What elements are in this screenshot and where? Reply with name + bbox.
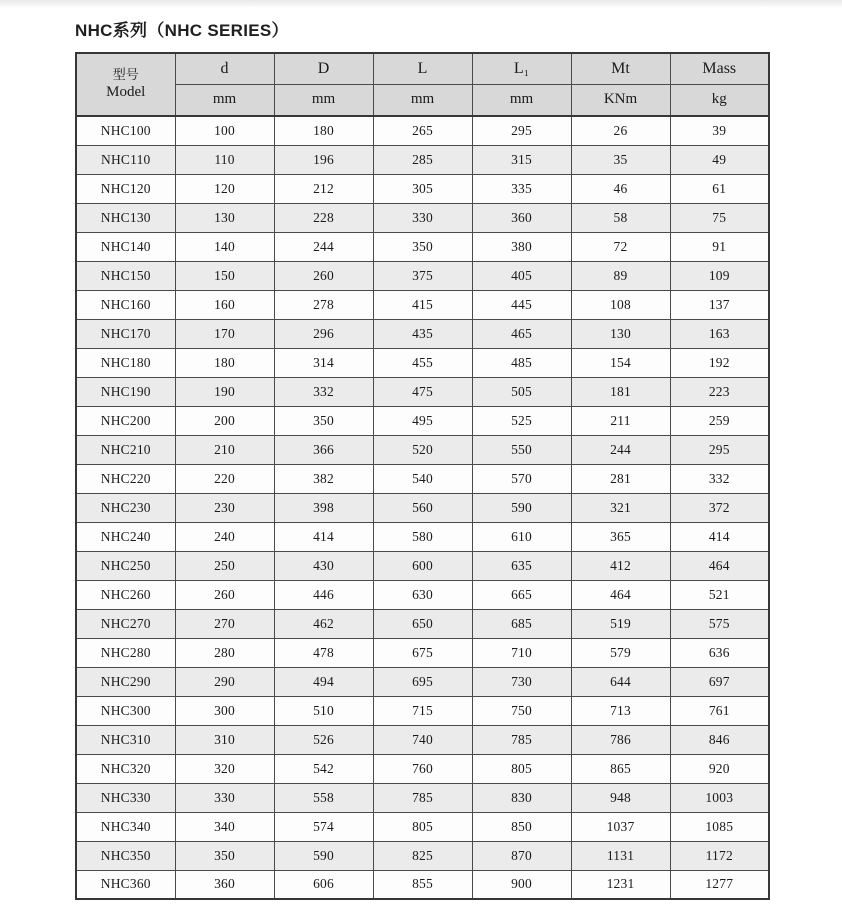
value-cell: 278 bbox=[274, 290, 373, 319]
value-cell: 295 bbox=[472, 116, 571, 145]
table-row bbox=[76, 174, 769, 203]
value-cell: 713 bbox=[571, 696, 670, 725]
catalog-page bbox=[0, 7, 842, 900]
table-row bbox=[76, 406, 769, 435]
value-cell: 72 bbox=[571, 232, 670, 261]
header-unit-Mass: kg bbox=[670, 84, 769, 116]
value-cell: 320 bbox=[175, 754, 274, 783]
value-cell: 300 bbox=[175, 696, 274, 725]
value-cell: 360 bbox=[472, 203, 571, 232]
value-cell: 805 bbox=[472, 754, 571, 783]
value-cell: 478 bbox=[274, 638, 373, 667]
value-cell: 870 bbox=[472, 841, 571, 870]
value-cell: 332 bbox=[274, 377, 373, 406]
model-cell: NHC200 bbox=[76, 406, 175, 435]
value-cell: 196 bbox=[274, 145, 373, 174]
value-cell: 160 bbox=[175, 290, 274, 319]
value-cell: 570 bbox=[472, 464, 571, 493]
value-cell: 330 bbox=[175, 783, 274, 812]
value-cell: 579 bbox=[571, 638, 670, 667]
header-col-L: L bbox=[373, 53, 472, 84]
value-cell: 414 bbox=[274, 522, 373, 551]
value-cell: 430 bbox=[274, 551, 373, 580]
model-cell: NHC170 bbox=[76, 319, 175, 348]
model-cell: NHC210 bbox=[76, 435, 175, 464]
value-cell: 635 bbox=[472, 551, 571, 580]
value-cell: 865 bbox=[571, 754, 670, 783]
value-cell: 550 bbox=[472, 435, 571, 464]
value-cell: 398 bbox=[274, 493, 373, 522]
value-cell: 475 bbox=[373, 377, 472, 406]
value-cell: 212 bbox=[274, 174, 373, 203]
value-cell: 163 bbox=[670, 319, 769, 348]
value-cell: 846 bbox=[670, 725, 769, 754]
value-cell: 244 bbox=[571, 435, 670, 464]
value-cell: 350 bbox=[274, 406, 373, 435]
header-unit-L: mm bbox=[373, 84, 472, 116]
value-cell: 180 bbox=[175, 348, 274, 377]
value-cell: 636 bbox=[670, 638, 769, 667]
table-row bbox=[76, 377, 769, 406]
value-cell: 75 bbox=[670, 203, 769, 232]
value-cell: 415 bbox=[373, 290, 472, 319]
value-cell: 49 bbox=[670, 145, 769, 174]
spec-table-header bbox=[76, 53, 769, 116]
value-cell: 830 bbox=[472, 783, 571, 812]
value-cell: 805 bbox=[373, 812, 472, 841]
model-cell: NHC250 bbox=[76, 551, 175, 580]
value-cell: 35 bbox=[571, 145, 670, 174]
value-cell: 259 bbox=[670, 406, 769, 435]
value-cell: 109 bbox=[670, 261, 769, 290]
value-cell: 192 bbox=[670, 348, 769, 377]
value-cell: 314 bbox=[274, 348, 373, 377]
value-cell: 190 bbox=[175, 377, 274, 406]
value-cell: 91 bbox=[670, 232, 769, 261]
value-cell: 1172 bbox=[670, 841, 769, 870]
value-cell: 665 bbox=[472, 580, 571, 609]
header-model-label-cn: 型号 bbox=[112, 67, 139, 82]
value-cell: 414 bbox=[670, 522, 769, 551]
value-cell: 786 bbox=[571, 725, 670, 754]
table-row bbox=[76, 580, 769, 609]
value-cell: 445 bbox=[472, 290, 571, 319]
value-cell: 89 bbox=[571, 261, 670, 290]
model-cell: NHC180 bbox=[76, 348, 175, 377]
value-cell: 228 bbox=[274, 203, 373, 232]
value-cell: 412 bbox=[571, 551, 670, 580]
value-cell: 1131 bbox=[571, 841, 670, 870]
model-cell: NHC300 bbox=[76, 696, 175, 725]
value-cell: 150 bbox=[175, 261, 274, 290]
value-cell: 900 bbox=[472, 870, 571, 899]
value-cell: 240 bbox=[175, 522, 274, 551]
value-cell: 1085 bbox=[670, 812, 769, 841]
nhc-spec-table bbox=[75, 52, 770, 900]
value-cell: 366 bbox=[274, 435, 373, 464]
header-unit-D: mm bbox=[274, 84, 373, 116]
value-cell: 435 bbox=[373, 319, 472, 348]
value-cell: 695 bbox=[373, 667, 472, 696]
value-cell: 120 bbox=[175, 174, 274, 203]
value-cell: 510 bbox=[274, 696, 373, 725]
model-cell: NHC330 bbox=[76, 783, 175, 812]
value-cell: 210 bbox=[175, 435, 274, 464]
value-cell: 1231 bbox=[571, 870, 670, 899]
value-cell: 61 bbox=[670, 174, 769, 203]
value-cell: 920 bbox=[670, 754, 769, 783]
value-cell: 250 bbox=[175, 551, 274, 580]
value-cell: 39 bbox=[670, 116, 769, 145]
model-cell: NHC160 bbox=[76, 290, 175, 319]
value-cell: 494 bbox=[274, 667, 373, 696]
value-cell: 137 bbox=[670, 290, 769, 319]
table-row bbox=[76, 696, 769, 725]
value-cell: 464 bbox=[571, 580, 670, 609]
model-cell: NHC150 bbox=[76, 261, 175, 290]
header-col-Mass: Mass bbox=[670, 53, 769, 84]
table-row bbox=[76, 348, 769, 377]
value-cell: 560 bbox=[373, 493, 472, 522]
value-cell: 464 bbox=[670, 551, 769, 580]
value-cell: 130 bbox=[571, 319, 670, 348]
value-cell: 211 bbox=[571, 406, 670, 435]
value-cell: 181 bbox=[571, 377, 670, 406]
value-cell: 850 bbox=[472, 812, 571, 841]
table-row bbox=[76, 870, 769, 899]
table-row bbox=[76, 203, 769, 232]
value-cell: 270 bbox=[175, 609, 274, 638]
table-row bbox=[76, 841, 769, 870]
value-cell: 650 bbox=[373, 609, 472, 638]
header-unit-d: mm bbox=[175, 84, 274, 116]
model-cell: NHC230 bbox=[76, 493, 175, 522]
value-cell: 495 bbox=[373, 406, 472, 435]
value-cell: 154 bbox=[571, 348, 670, 377]
model-cell: NHC130 bbox=[76, 203, 175, 232]
header-col-D: D bbox=[274, 53, 373, 84]
value-cell: 110 bbox=[175, 145, 274, 174]
value-cell: 340 bbox=[175, 812, 274, 841]
value-cell: 372 bbox=[670, 493, 769, 522]
value-cell: 526 bbox=[274, 725, 373, 754]
value-cell: 455 bbox=[373, 348, 472, 377]
table-row bbox=[76, 812, 769, 841]
value-cell: 446 bbox=[274, 580, 373, 609]
page-top-edge bbox=[0, 0, 842, 7]
model-cell: NHC110 bbox=[76, 145, 175, 174]
header-model-label-en: Model bbox=[106, 84, 146, 101]
value-cell: 574 bbox=[274, 812, 373, 841]
value-cell: 244 bbox=[274, 232, 373, 261]
value-cell: 285 bbox=[373, 145, 472, 174]
value-cell: 675 bbox=[373, 638, 472, 667]
value-cell: 730 bbox=[472, 667, 571, 696]
spec-table-body bbox=[76, 116, 769, 899]
model-cell: NHC280 bbox=[76, 638, 175, 667]
table-row bbox=[76, 609, 769, 638]
value-cell: 365 bbox=[571, 522, 670, 551]
table-row bbox=[76, 145, 769, 174]
table-row bbox=[76, 319, 769, 348]
value-cell: 580 bbox=[373, 522, 472, 551]
value-cell: 519 bbox=[571, 609, 670, 638]
model-cell: NHC190 bbox=[76, 377, 175, 406]
value-cell: 108 bbox=[571, 290, 670, 319]
value-cell: 223 bbox=[670, 377, 769, 406]
value-cell: 715 bbox=[373, 696, 472, 725]
value-cell: 520 bbox=[373, 435, 472, 464]
value-cell: 46 bbox=[571, 174, 670, 203]
table-row bbox=[76, 725, 769, 754]
value-cell: 1277 bbox=[670, 870, 769, 899]
model-cell: NHC220 bbox=[76, 464, 175, 493]
header-col-Mt: Mt bbox=[571, 53, 670, 84]
value-cell: 600 bbox=[373, 551, 472, 580]
value-cell: 170 bbox=[175, 319, 274, 348]
value-cell: 485 bbox=[472, 348, 571, 377]
model-cell: NHC340 bbox=[76, 812, 175, 841]
table-row bbox=[76, 783, 769, 812]
value-cell: 590 bbox=[472, 493, 571, 522]
header-col-d: d bbox=[175, 53, 274, 84]
model-cell: NHC260 bbox=[76, 580, 175, 609]
value-cell: 525 bbox=[472, 406, 571, 435]
value-cell: 558 bbox=[274, 783, 373, 812]
value-cell: 180 bbox=[274, 116, 373, 145]
value-cell: 58 bbox=[571, 203, 670, 232]
value-cell: 260 bbox=[274, 261, 373, 290]
model-cell: NHC120 bbox=[76, 174, 175, 203]
value-cell: 350 bbox=[373, 232, 472, 261]
value-cell: 462 bbox=[274, 609, 373, 638]
table-row bbox=[76, 116, 769, 145]
header-unit-Mt: KNm bbox=[571, 84, 670, 116]
value-cell: 948 bbox=[571, 783, 670, 812]
value-cell: 750 bbox=[472, 696, 571, 725]
value-cell: 310 bbox=[175, 725, 274, 754]
value-cell: 740 bbox=[373, 725, 472, 754]
table-row bbox=[76, 522, 769, 551]
value-cell: 305 bbox=[373, 174, 472, 203]
value-cell: 505 bbox=[472, 377, 571, 406]
value-cell: 1037 bbox=[571, 812, 670, 841]
value-cell: 785 bbox=[472, 725, 571, 754]
value-cell: 405 bbox=[472, 261, 571, 290]
value-cell: 100 bbox=[175, 116, 274, 145]
value-cell: 540 bbox=[373, 464, 472, 493]
value-cell: 697 bbox=[670, 667, 769, 696]
table-row bbox=[76, 638, 769, 667]
model-cell: NHC320 bbox=[76, 754, 175, 783]
value-cell: 1003 bbox=[670, 783, 769, 812]
value-cell: 375 bbox=[373, 261, 472, 290]
value-cell: 380 bbox=[472, 232, 571, 261]
value-cell: 360 bbox=[175, 870, 274, 899]
value-cell: 335 bbox=[472, 174, 571, 203]
model-cell: NHC360 bbox=[76, 870, 175, 899]
value-cell: 575 bbox=[670, 609, 769, 638]
header-unit-L1: mm bbox=[472, 84, 571, 116]
model-cell: NHC240 bbox=[76, 522, 175, 551]
table-row bbox=[76, 754, 769, 783]
value-cell: 685 bbox=[472, 609, 571, 638]
table-row bbox=[76, 261, 769, 290]
value-cell: 140 bbox=[175, 232, 274, 261]
table-row bbox=[76, 667, 769, 696]
value-cell: 521 bbox=[670, 580, 769, 609]
value-cell: 26 bbox=[571, 116, 670, 145]
value-cell: 280 bbox=[175, 638, 274, 667]
model-cell: NHC350 bbox=[76, 841, 175, 870]
page-title: NHC系列（NHC SERIES） bbox=[75, 21, 289, 40]
table-row bbox=[76, 435, 769, 464]
model-cell: NHC290 bbox=[76, 667, 175, 696]
table-row bbox=[76, 493, 769, 522]
value-cell: 281 bbox=[571, 464, 670, 493]
value-cell: 644 bbox=[571, 667, 670, 696]
value-cell: 382 bbox=[274, 464, 373, 493]
value-cell: 130 bbox=[175, 203, 274, 232]
value-cell: 332 bbox=[670, 464, 769, 493]
value-cell: 761 bbox=[670, 696, 769, 725]
value-cell: 710 bbox=[472, 638, 571, 667]
value-cell: 825 bbox=[373, 841, 472, 870]
header-model bbox=[76, 53, 175, 116]
value-cell: 295 bbox=[670, 435, 769, 464]
value-cell: 260 bbox=[175, 580, 274, 609]
value-cell: 855 bbox=[373, 870, 472, 899]
value-cell: 265 bbox=[373, 116, 472, 145]
value-cell: 321 bbox=[571, 493, 670, 522]
table-row bbox=[76, 232, 769, 261]
table-row bbox=[76, 551, 769, 580]
value-cell: 230 bbox=[175, 493, 274, 522]
model-cell: NHC100 bbox=[76, 116, 175, 145]
value-cell: 610 bbox=[472, 522, 571, 551]
value-cell: 542 bbox=[274, 754, 373, 783]
value-cell: 590 bbox=[274, 841, 373, 870]
value-cell: 296 bbox=[274, 319, 373, 348]
value-cell: 465 bbox=[472, 319, 571, 348]
value-cell: 315 bbox=[472, 145, 571, 174]
header-col-L1: L₁ bbox=[472, 53, 571, 84]
value-cell: 785 bbox=[373, 783, 472, 812]
value-cell: 330 bbox=[373, 203, 472, 232]
table-row bbox=[76, 464, 769, 493]
value-cell: 606 bbox=[274, 870, 373, 899]
model-cell: NHC140 bbox=[76, 232, 175, 261]
value-cell: 290 bbox=[175, 667, 274, 696]
value-cell: 630 bbox=[373, 580, 472, 609]
value-cell: 200 bbox=[175, 406, 274, 435]
model-cell: NHC270 bbox=[76, 609, 175, 638]
model-cell: NHC310 bbox=[76, 725, 175, 754]
table-row bbox=[76, 290, 769, 319]
value-cell: 350 bbox=[175, 841, 274, 870]
value-cell: 220 bbox=[175, 464, 274, 493]
value-cell: 760 bbox=[373, 754, 472, 783]
